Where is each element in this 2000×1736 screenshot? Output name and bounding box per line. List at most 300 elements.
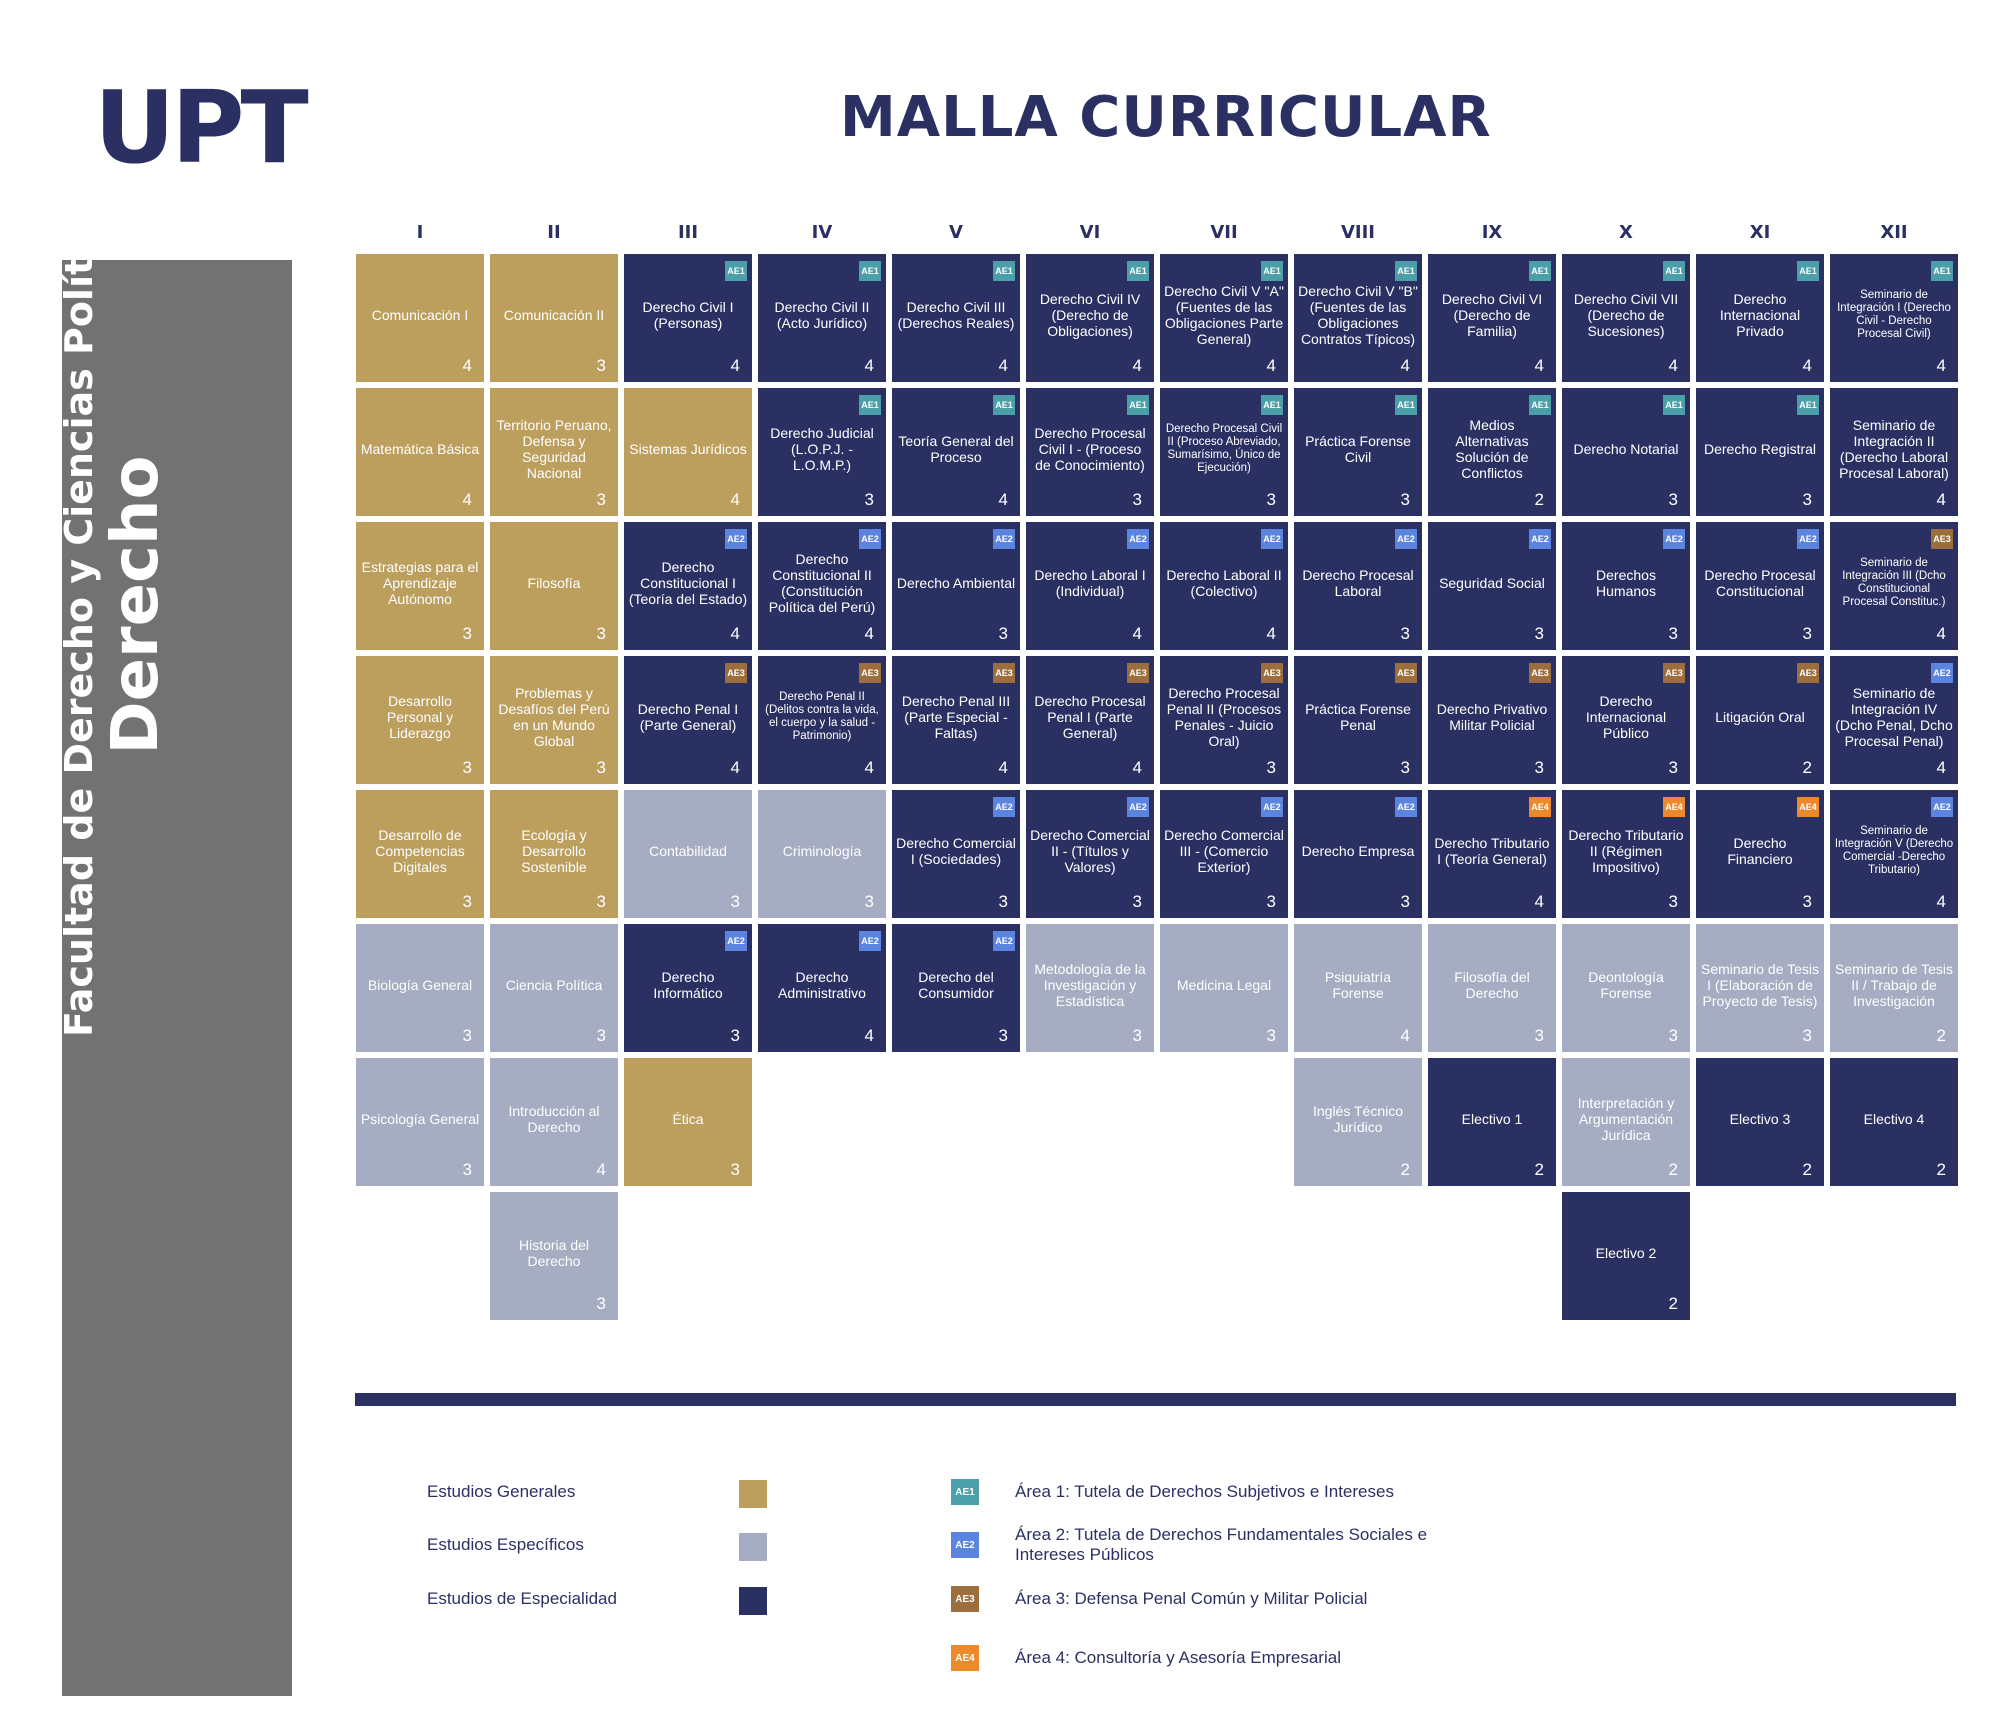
course-name: Derecho Civil II (Acto Jurídico) <box>774 298 870 331</box>
course-credits: 3 <box>1668 892 1678 911</box>
course-card <box>1830 254 1958 382</box>
course-credits: 3 <box>596 758 606 777</box>
divider <box>355 1393 1956 1406</box>
course-card <box>758 924 886 1052</box>
course-card <box>1428 388 1556 516</box>
area-badge: AE3 <box>993 663 1015 683</box>
semester-header-vi: VI <box>1079 222 1101 243</box>
course-card <box>1294 790 1422 918</box>
course-name: Matemática Básica <box>360 440 480 457</box>
area-badge: AE1 <box>859 395 881 415</box>
course-card <box>1562 522 1690 650</box>
course-name: Derecho Procesal Penal I (Parte General) <box>1034 692 1146 742</box>
area-badge: AE1 <box>1395 395 1417 415</box>
legend-label-specialty: Estudios de Especialidad <box>427 1589 617 1608</box>
course-card <box>490 522 618 650</box>
course-card <box>892 790 1020 918</box>
course-credits: 2 <box>1534 490 1544 509</box>
course-name: Seminario de Tesis II / Trabajo de Investigación <box>1834 960 1954 1010</box>
course-card <box>1160 790 1288 918</box>
course-card <box>1562 388 1690 516</box>
area-badge: AE1 <box>1127 395 1149 415</box>
course-card <box>1294 522 1422 650</box>
course-name: Derecho Comercial I (Sociedades) <box>896 834 1016 867</box>
course-credits: 3 <box>596 490 606 509</box>
course-name: Derecho Procesal Constitucional <box>1704 566 1816 599</box>
area-badge: AE1 <box>1663 261 1685 281</box>
course-credits: 3 <box>1400 624 1410 643</box>
course-credits: 3 <box>998 1026 1008 1045</box>
course-name: Desarrollo Personal y Liderazgo <box>386 692 454 742</box>
course-card <box>758 790 886 918</box>
course-credits: 3 <box>864 490 874 509</box>
course-card <box>1562 1058 1690 1186</box>
course-card <box>1026 790 1154 918</box>
area-badge: AE2 <box>1931 663 1953 683</box>
course-credits: 4 <box>998 356 1008 375</box>
course-credits: 3 <box>462 624 472 643</box>
legend-label-general: Estudios Generales <box>427 1482 576 1501</box>
course-credits: 4 <box>1668 356 1678 375</box>
course-card <box>1428 254 1556 382</box>
course-credits: 3 <box>596 892 606 911</box>
semester-header-ii: II <box>547 222 561 243</box>
course-card <box>1160 522 1288 650</box>
course-credits: 4 <box>1266 624 1276 643</box>
course-credits: 3 <box>596 1026 606 1045</box>
semester-header-viii: VIII <box>1340 222 1376 243</box>
course-credits: 3 <box>596 356 606 375</box>
course-card <box>356 388 484 516</box>
area-badge: AE1 <box>1395 261 1417 281</box>
course-card <box>1562 924 1690 1052</box>
area-badge: AE3 <box>1663 663 1685 683</box>
area-badge: AE3 <box>1931 529 1953 549</box>
course-name: Medios Alternativas Solución de Conflictos <box>1455 416 1529 482</box>
legend-swatch-specialty <box>739 1587 767 1615</box>
course-card <box>892 656 1020 784</box>
course-credits: 3 <box>1132 1026 1142 1045</box>
course-card <box>356 656 484 784</box>
course-card <box>1294 656 1422 784</box>
course-credits: 2 <box>1668 1294 1678 1313</box>
course-name: Derecho Comercial II - (Títulos y Valores) <box>1030 826 1150 876</box>
semester-header-xi: XI <box>1749 222 1771 243</box>
course-card <box>892 254 1020 382</box>
area-badge: AE1 <box>1529 261 1551 281</box>
course-name: Historia del Derecho <box>518 1236 590 1269</box>
course-name: Seminario de Tesis I (Elaboración de Proyecto de Tesis) <box>1700 960 1820 1010</box>
course-name: Electivo 2 <box>1595 1244 1657 1261</box>
course-credits: 3 <box>462 758 472 777</box>
course-name: Ciencia Política <box>505 976 603 993</box>
course-credits: 4 <box>596 1160 606 1179</box>
area-badge: AE2 <box>1395 797 1417 817</box>
course-name: Derecho Civil IV (Derecho de Obligaciones) <box>1039 290 1141 340</box>
legend-badge-ae2: AE2 <box>951 1532 979 1558</box>
course-name: Derecho Civil VII (Derecho de Sucesiones) <box>1573 290 1679 340</box>
course-credits: 4 <box>462 356 472 375</box>
course-card <box>1562 1192 1690 1320</box>
course-credits: 2 <box>1400 1160 1410 1179</box>
course-credits: 3 <box>1802 624 1812 643</box>
course-name: Derecho Civil I (Personas) <box>642 298 734 331</box>
course-card <box>1428 656 1556 784</box>
course-name: Derecho Civil III (Derechos Reales) <box>897 298 1015 331</box>
course-credits: 4 <box>1936 356 1946 375</box>
semester-header-v: V <box>949 222 963 243</box>
area-badge: AE2 <box>1931 797 1953 817</box>
course-card <box>1026 924 1154 1052</box>
course-name: Derecho Tributario II (Régimen Impositivo) <box>1568 826 1684 876</box>
course-card <box>1428 522 1556 650</box>
course-name: Comunicación I <box>371 306 469 323</box>
legend-label-specific: Estudios Específicos <box>427 1535 584 1554</box>
course-name: Derecho Ambiental <box>896 574 1016 591</box>
course-credits: 3 <box>1668 624 1678 643</box>
course-credits: 3 <box>998 624 1008 643</box>
course-name: Filosofía del Derecho <box>1454 968 1530 1001</box>
course-name: Contabilidad <box>649 842 727 859</box>
course-card <box>1696 790 1824 918</box>
area-badge: AE2 <box>859 529 881 549</box>
area-badge: AE1 <box>993 395 1015 415</box>
course-name: Estrategias para el Aprendizaje Autónomo <box>361 558 479 608</box>
area-badge: AE1 <box>1127 261 1149 281</box>
course-name: Introducción al Derecho <box>508 1102 600 1135</box>
course-card <box>1696 522 1824 650</box>
course-name: Derecho Procesal Laboral <box>1302 566 1414 599</box>
area-badge: AE2 <box>725 931 747 951</box>
area-badge: AE1 <box>725 261 747 281</box>
course-credits: 4 <box>864 624 874 643</box>
course-name: Ecología y Desarrollo Sostenible <box>521 826 587 876</box>
course-credits: 4 <box>864 356 874 375</box>
area-badge: AE1 <box>1261 395 1283 415</box>
course-credits: 2 <box>1668 1160 1678 1179</box>
area-badge: AE2 <box>1395 529 1417 549</box>
semester-header-vii: VII <box>1210 222 1238 243</box>
area-badge: AE2 <box>1127 529 1149 549</box>
course-card <box>490 790 618 918</box>
course-credits: 3 <box>730 1026 740 1045</box>
course-credits: 3 <box>1534 758 1544 777</box>
course-name: Seminario de Integración II (Derecho Laboral Procesal Laboral) <box>1839 416 1949 482</box>
area-badge: AE2 <box>993 797 1015 817</box>
area-badge: AE1 <box>859 261 881 281</box>
course-name: Electivo 1 <box>1461 1110 1523 1127</box>
course-card <box>490 388 618 516</box>
course-card <box>1696 254 1824 382</box>
area-badge: AE1 <box>1931 261 1953 281</box>
course-card <box>1026 254 1154 382</box>
course-credits: 3 <box>1534 1026 1544 1045</box>
course-credits: 4 <box>1936 490 1946 509</box>
course-credits: 4 <box>1266 356 1276 375</box>
course-name: Seminario de Integración III (Dcho Constitucional Procesal Constituc.) <box>1842 556 1946 609</box>
course-credits: 3 <box>1266 892 1276 911</box>
course-name: Interpretación y Argumentación Jurídica <box>1577 1094 1675 1144</box>
course-card <box>892 388 1020 516</box>
course-name: Derecho Registral <box>1703 440 1817 457</box>
semester-header-x: X <box>1619 222 1633 243</box>
course-credits: 4 <box>1936 892 1946 911</box>
course-credits: 4 <box>1132 758 1142 777</box>
course-credits: 3 <box>864 892 874 911</box>
course-name: Filosofía <box>527 574 581 591</box>
course-name: Seminario de Integración V (Derecho Comercial -Derecho Tributario) <box>1834 824 1954 877</box>
course-credits: 3 <box>462 1160 472 1179</box>
course-credits: 3 <box>1668 758 1678 777</box>
course-credits: 3 <box>998 892 1008 911</box>
course-name: Psiquiatría Forense <box>1324 968 1392 1001</box>
course-credits: 4 <box>1132 356 1142 375</box>
course-credits: 3 <box>1400 490 1410 509</box>
semester-header-iii: III <box>677 222 699 243</box>
course-name: Litigación Oral <box>1715 708 1805 725</box>
course-card <box>1428 924 1556 1052</box>
course-credits: 3 <box>596 624 606 643</box>
course-credits: 3 <box>596 1294 606 1313</box>
course-credits: 3 <box>1802 490 1812 509</box>
course-credits: 3 <box>1132 490 1142 509</box>
page-title: MALLA CURRICULAR <box>840 85 1492 150</box>
course-name: Derecho Administrativo <box>778 968 866 1001</box>
course-name: Derecho Privativo Militar Policial <box>1436 700 1548 733</box>
course-card <box>356 790 484 918</box>
course-card <box>490 254 618 382</box>
course-credits: 4 <box>730 624 740 643</box>
course-card <box>1428 1058 1556 1186</box>
course-credits: 4 <box>864 1026 874 1045</box>
course-credits: 4 <box>1534 356 1544 375</box>
course-credits: 4 <box>1132 624 1142 643</box>
course-name: Derecho Laboral II (Colectivo) <box>1166 566 1282 599</box>
course-card <box>892 924 1020 1052</box>
course-name: Deontología Forense <box>1588 968 1664 1001</box>
area-badge: AE4 <box>1663 797 1685 817</box>
area-badge: AE4 <box>1797 797 1819 817</box>
course-credits: 4 <box>1400 1026 1410 1045</box>
course-name: Derecho Civil V "B" (Fuentes de las Obligaciones Contratos Típicos) <box>1298 282 1418 348</box>
course-name: Derecho Procesal Penal II (Procesos Penales - Juicio Oral) <box>1166 684 1282 750</box>
course-card <box>490 656 618 784</box>
course-card <box>758 388 886 516</box>
area-badge: AE2 <box>1797 529 1819 549</box>
career-name: Derecho <box>98 455 173 755</box>
course-card <box>624 924 752 1052</box>
course-card <box>1026 656 1154 784</box>
area-badge: AE2 <box>1261 529 1283 549</box>
course-credits: 2 <box>1534 1160 1544 1179</box>
course-card <box>1294 254 1422 382</box>
course-credits: 3 <box>1534 624 1544 643</box>
course-credits: 4 <box>1400 356 1410 375</box>
area-badge: AE2 <box>993 529 1015 549</box>
semester-header-i: I <box>416 222 424 243</box>
course-credits: 4 <box>730 490 740 509</box>
area-badge: AE1 <box>1797 261 1819 281</box>
course-card <box>490 1192 618 1320</box>
course-name: Metodología de la Investigación y Estadística <box>1034 960 1146 1010</box>
course-credits: 3 <box>730 892 740 911</box>
legend-badge-ae4: AE4 <box>951 1645 979 1671</box>
course-card <box>624 254 752 382</box>
course-name: Derecho Penal II (Delitos contra la vida, el cuerpo y la salud - Patrimonio) <box>765 690 879 743</box>
upt-logo: UPT <box>94 69 305 186</box>
course-name: Derecho Penal I (Parte General) <box>637 700 739 733</box>
semester-header-xii: XII <box>1880 222 1908 243</box>
course-credits: 4 <box>998 490 1008 509</box>
course-credits: 4 <box>1534 892 1544 911</box>
course-name: Problemas y Desafíos del Perú en un Mundo Global <box>498 684 610 750</box>
area-badge: AE3 <box>725 663 747 683</box>
course-card <box>758 522 886 650</box>
area-badge: AE3 <box>1395 663 1417 683</box>
course-credits: 3 <box>1132 892 1142 911</box>
course-card <box>624 790 752 918</box>
course-name: Derecho Constitucional II (Constitución Política del Perú) <box>768 550 876 616</box>
course-name: Medicina Legal <box>1176 976 1272 993</box>
course-card <box>1294 1058 1422 1186</box>
legend-swatch-general <box>739 1480 767 1508</box>
course-credits: 4 <box>1936 758 1946 777</box>
course-card <box>356 254 484 382</box>
course-card <box>1160 254 1288 382</box>
course-card <box>624 522 752 650</box>
course-name: Derecho Penal III (Parte Especial - Faltas) <box>901 692 1011 742</box>
area-badge: AE4 <box>1529 797 1551 817</box>
area-badge: AE2 <box>1261 797 1283 817</box>
course-credits: 3 <box>1400 892 1410 911</box>
legend-area-2: Área 2: Tutela de Derechos Fundamentales Sociales e Intereses Públicos <box>1015 1525 1428 1565</box>
area-badge: AE2 <box>1663 529 1685 549</box>
legend-area-3: Área 3: Defensa Penal Común y Militar Policial <box>1015 1589 1368 1608</box>
course-name: Derecho Internacional Público <box>1585 692 1667 742</box>
course-card <box>1696 656 1824 784</box>
area-badge: AE2 <box>993 931 1015 951</box>
course-card <box>1830 1058 1958 1186</box>
area-badge: AE2 <box>859 931 881 951</box>
course-card <box>356 522 484 650</box>
course-card <box>1562 254 1690 382</box>
course-credits: 2 <box>1936 1026 1946 1045</box>
area-badge: AE2 <box>1529 529 1551 549</box>
course-credits: 4 <box>1802 356 1812 375</box>
course-name: Comunicación II <box>503 306 605 323</box>
area-badge: AE3 <box>859 663 881 683</box>
course-name: Electivo 4 <box>1863 1110 1925 1127</box>
course-name: Teoría General del Proceso <box>898 432 1014 465</box>
course-card <box>1562 790 1690 918</box>
legend-area-1: Área 1: Tutela de Derechos Subjetivos e Intereses <box>1015 1482 1394 1501</box>
course-name: Derechos Humanos <box>1596 566 1656 599</box>
course-name: Derecho Financiero <box>1727 834 1793 867</box>
course-credits: 3 <box>462 892 472 911</box>
course-card <box>758 656 886 784</box>
course-credits: 4 <box>864 758 874 777</box>
area-badge: AE1 <box>1261 261 1283 281</box>
course-name: Ética <box>672 1110 704 1127</box>
area-badge: AE3 <box>1529 663 1551 683</box>
course-name: Derecho Comercial III - (Comercio Exterior) <box>1164 826 1284 876</box>
area-badge: AE2 <box>725 529 747 549</box>
area-badge: AE1 <box>1529 395 1551 415</box>
course-name: Derecho Procesal Civil I - (Proceso de Conocimiento) <box>1034 424 1146 474</box>
course-name: Derecho Notarial <box>1573 440 1679 457</box>
area-badge: AE2 <box>1127 797 1149 817</box>
course-card <box>624 1058 752 1186</box>
course-name: Derecho Civil V "A" (Fuentes de las Obligaciones Parte General) <box>1164 282 1284 348</box>
course-credits: 2 <box>1802 758 1812 777</box>
course-card <box>1160 388 1288 516</box>
course-card <box>1696 1058 1824 1186</box>
course-name: Derecho del Consumidor <box>918 968 994 1001</box>
course-card <box>1830 388 1958 516</box>
course-credits: 3 <box>1266 758 1276 777</box>
semester-header-ix: IX <box>1481 222 1503 243</box>
course-name: Territorio Peruano, Defensa y Seguridad Nacional <box>496 416 612 482</box>
course-card <box>1428 790 1556 918</box>
course-credits: 2 <box>1936 1160 1946 1179</box>
course-credits: 4 <box>730 758 740 777</box>
area-badge: AE3 <box>1127 663 1149 683</box>
course-credits: 3 <box>1802 892 1812 911</box>
course-card <box>1696 924 1824 1052</box>
course-credits: 3 <box>1668 490 1678 509</box>
course-card <box>490 1058 618 1186</box>
course-card <box>1696 388 1824 516</box>
area-badge: AE3 <box>1261 663 1283 683</box>
course-name: Derecho Constitucional I (Teoría del Estado) <box>628 558 748 608</box>
course-credits: 4 <box>1936 624 1946 643</box>
legend-badge-ae1: AE1 <box>951 1479 979 1505</box>
course-card <box>624 656 752 784</box>
faculty-name: Facultad de Derecho y Ciencias Políticas <box>56 173 101 1037</box>
course-name: Derecho Laboral I (Individual) <box>1034 566 1146 599</box>
course-credits: 3 <box>1802 1026 1812 1045</box>
course-name: Derecho Civil VI (Derecho de Familia) <box>1441 290 1543 340</box>
course-card <box>1294 388 1422 516</box>
course-credits: 3 <box>1266 490 1276 509</box>
legend-badge-ae3: AE3 <box>951 1586 979 1612</box>
course-name: Derecho Informático <box>653 968 723 1001</box>
legend-area-4: Área 4: Consultoría y Asesoría Empresarial <box>1015 1648 1341 1667</box>
area-badge: AE1 <box>993 261 1015 281</box>
course-card <box>1160 656 1288 784</box>
course-credits: 2 <box>1802 1160 1812 1179</box>
course-credits: 3 <box>1400 758 1410 777</box>
course-card <box>892 522 1020 650</box>
course-name: Seguridad Social <box>1439 574 1545 591</box>
course-card <box>356 1058 484 1186</box>
course-credits: 3 <box>462 1026 472 1045</box>
course-credits: 4 <box>462 490 472 509</box>
area-badge: AE3 <box>1797 663 1819 683</box>
course-card <box>1830 790 1958 918</box>
course-card <box>490 924 618 1052</box>
course-name: Práctica Forense Penal <box>1305 700 1411 733</box>
course-name: Derecho Judicial (L.O.P.J. - L.O.M.P.) <box>770 424 874 474</box>
course-card <box>1830 924 1958 1052</box>
legend-swatch-specific <box>739 1533 767 1561</box>
area-badge: AE1 <box>1797 395 1819 415</box>
course-card <box>1160 924 1288 1052</box>
course-name: Derecho Internacional Privado <box>1719 290 1801 340</box>
course-name: Derecho Procesal Civil II (Proceso Abreviado, Sumarísimo, Único de Ejecución) <box>1165 422 1283 475</box>
course-name: Seminario de Integración I (Derecho Civil - Derecho Procesal Civil) <box>1837 288 1951 341</box>
course-credits: 4 <box>998 758 1008 777</box>
